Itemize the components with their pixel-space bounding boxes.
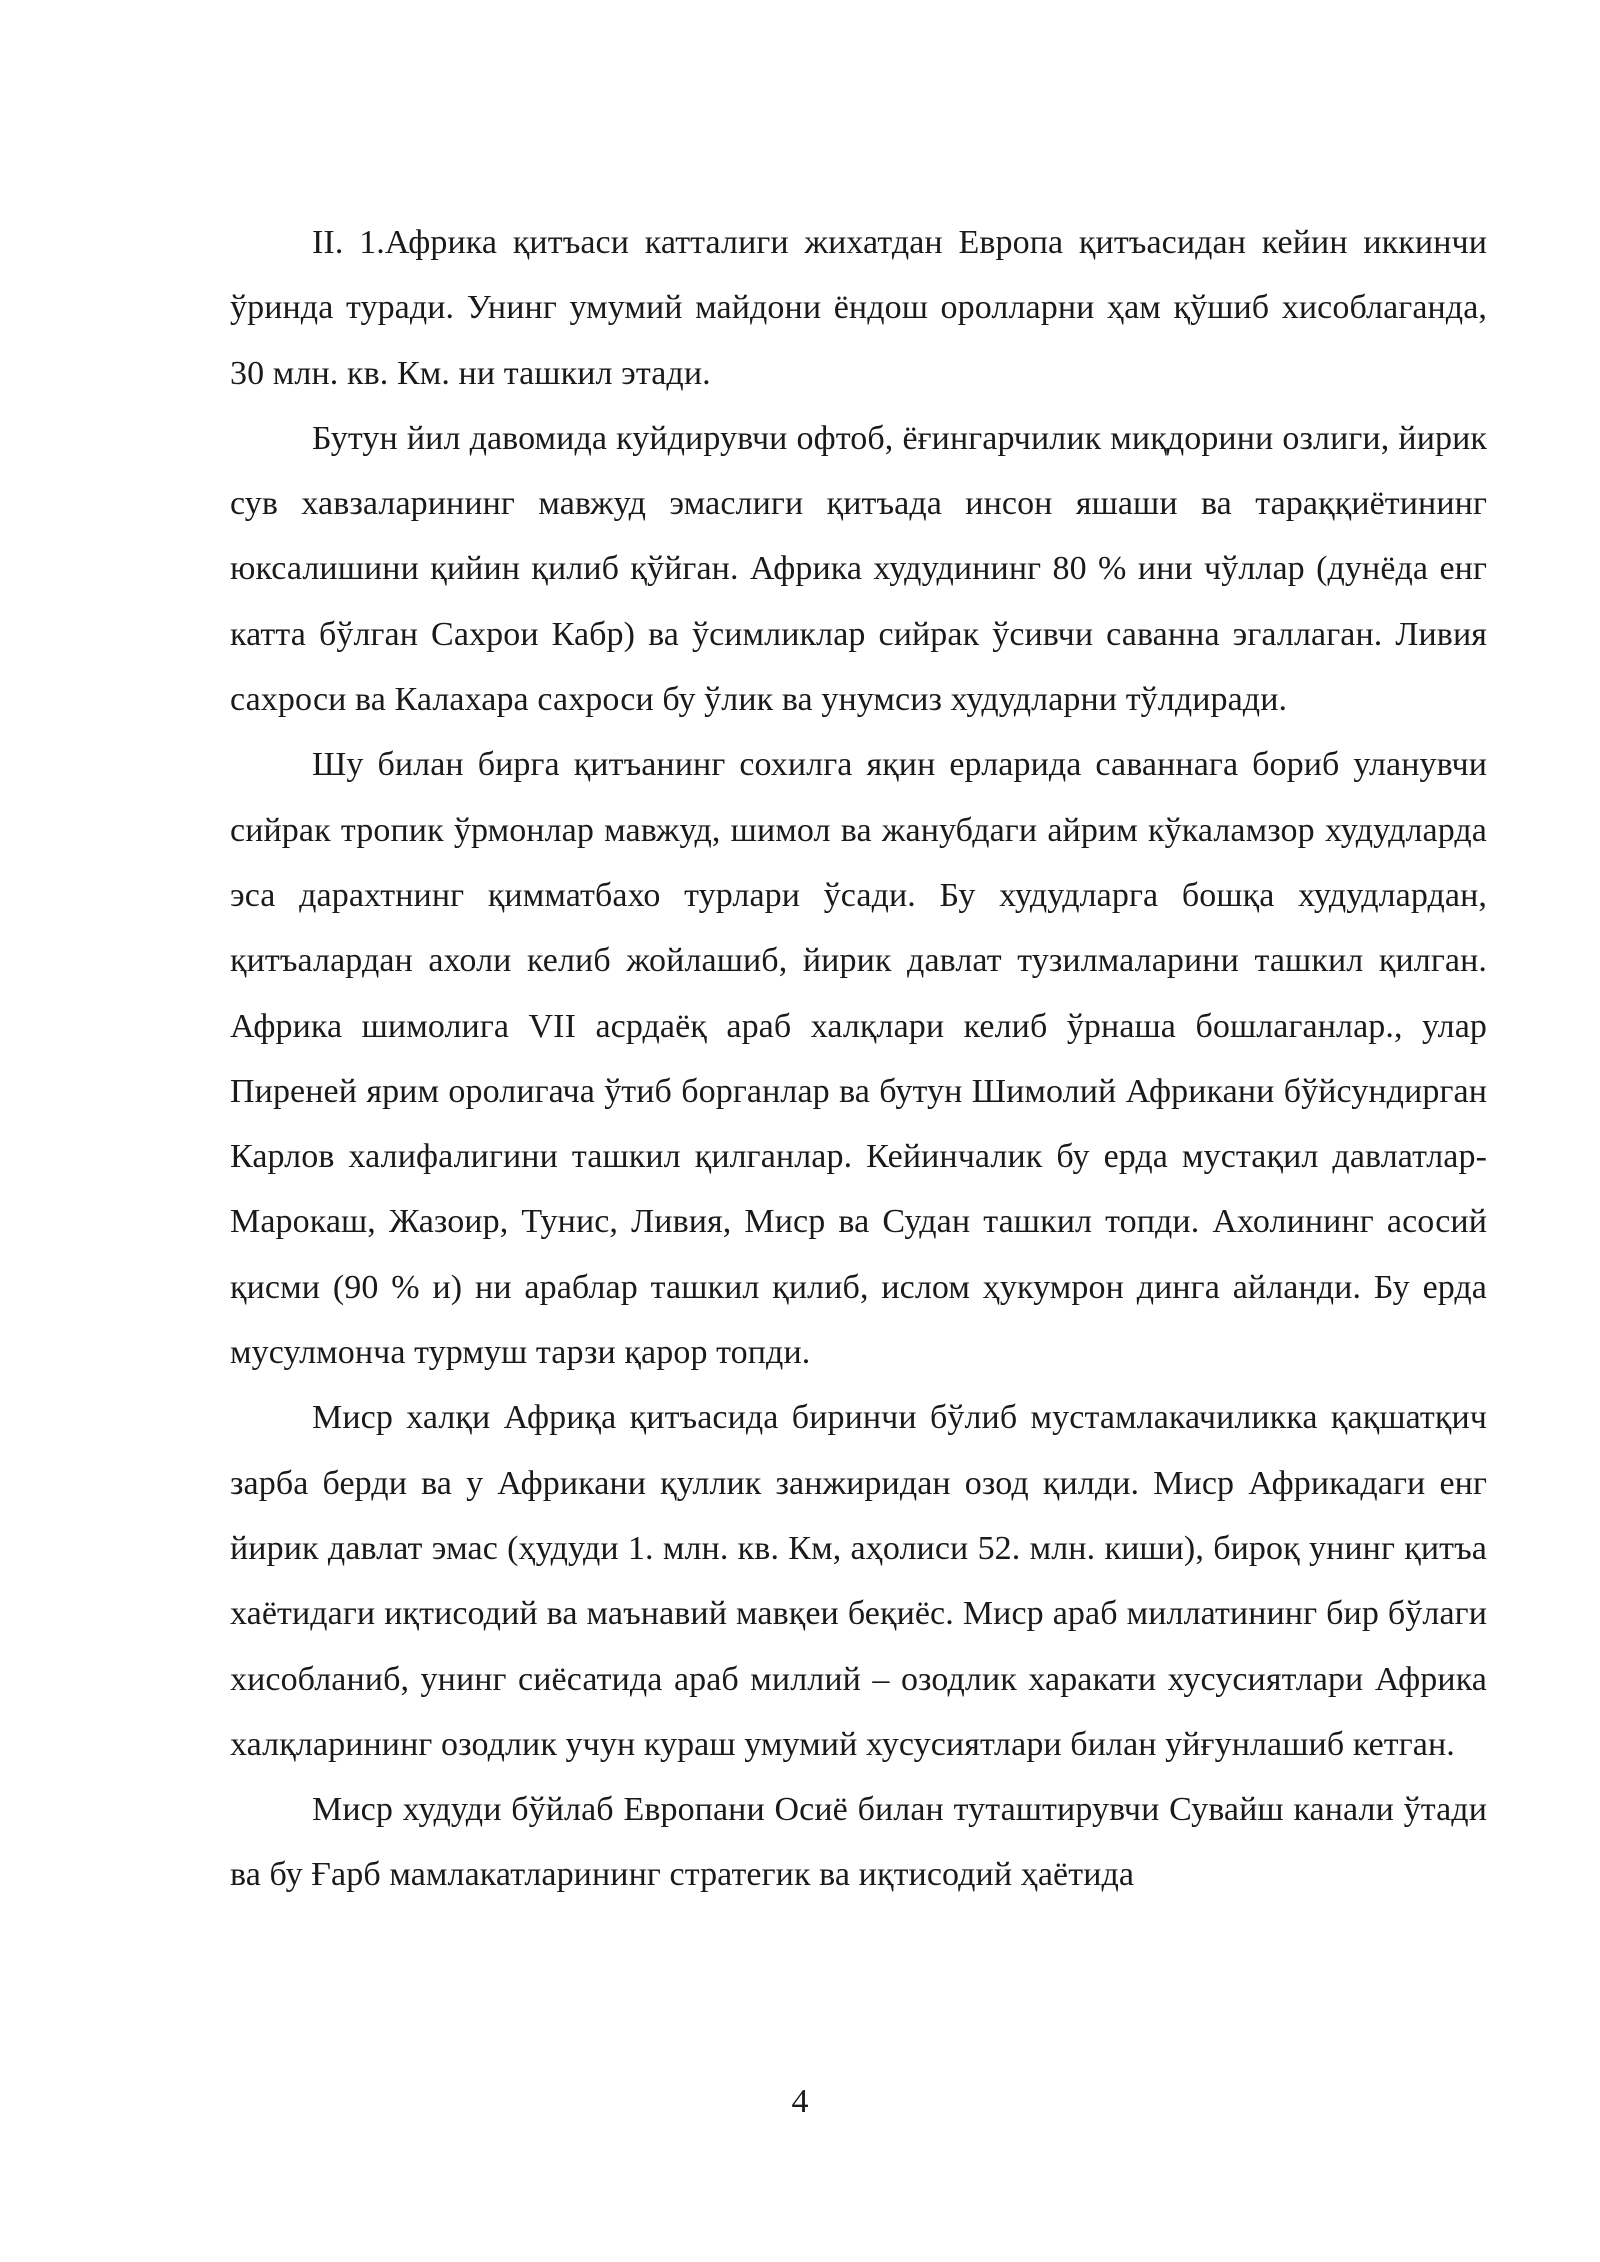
paragraph-4: Миср халқи Африқа қитъасида биринчи бўлиб мустамлакачиликка қақшатқич зарба берди ва у Африкани қуллик занжиридан озод қилди. Миср Африкадаги енг йирик давлат эмас (ҳудуди 1. млн. кв. Км, аҳолиси 52. млн. киши), бироқ унинг қитъа хаётидаги иқтисодий ва маънавий мавқеи беқиёс. Миср араб миллатининг бир бўлаги хисобланиб, унинг сиёсатида араб миллий – озодлик харакати хусусиятлари Африка халқларининг озодлик учун кураш умумий хусусиятлари билан уйғунлашиб кетган.	[230, 1399, 1487, 1763]
paragraph-2: Бутун йил давомида куйдирувчи офтоб, ёғингарчилик миқдорини озлиги, йирик сув хавзаларининг мавжуд эмаслиги қитъада инсон яшаши ва тараққиётининг юксалишини қийин қилиб қўйган. Африка худудининг 80 % ини чўллар (дунёда енг катта бўлган Сахрои Кабр) ва ўсимликлар сийрак ўсивчи саванна эгаллаган. Ливия сахроси ва Калахара сахроси бу ўлик ва унумсиз худудларни тўлдиради.	[230, 419, 1487, 719]
paragraph-5: Миср худуди бўйлаб Европани Осиё билан туташтирувчи Сувайш канали ўтади ва бу Ғарб мамлакатларининг стратегик ва иқтисодий ҳаётида	[230, 1791, 1487, 1894]
paragraph-3: Шу билан бирга қитъанинг сохилга яқин ерларида саваннага бориб уланувчи сийрак тропик ўрмонлар мавжуд, шимол ва жанубдаги айрим кўкаламзор худудларда эса дарахтнинг қимматбахо турлари ўсади. Бу худудларга бошқа худудлардан, қитъалардан ахоли келиб жойлашиб, йирик давлат тузилмаларини ташкил қилган. Африка шимолига VII асрдаёқ араб халқлари келиб ўрнаша бошлаганлар., улар Пиреней ярим оролигача ўтиб борганлар ва бутун Шимолий Африкани бўйсундирган Карлов халифалигини ташкил қилганлар. Кейинчалик бу ерда мустақил давлатлар- Марокаш, Жазоир, Тунис, Ливия, Миср ва Судан ташкил топди. Ахолининг асосий қисми (90 % и) ни араблар ташкил қилиб, ислом ҳукумрон динга айланди. Бу ерда мусулмонча турмуш тарзи қарор топди.	[230, 746, 1487, 1372]
page-number: 4	[791, 2083, 809, 2120]
paragraph-1: II. 1.Африка қитъаси катталиги жихатдан Европа қитъасидан кейин иккинчи ўринда туради. Унинг умумий майдони ёндош оролларни ҳам қўшиб хисоблаганда, 30 млн. кв. Км. ни ташкил этади.	[230, 224, 1487, 392]
text-body	[230, 210, 1487, 1908]
